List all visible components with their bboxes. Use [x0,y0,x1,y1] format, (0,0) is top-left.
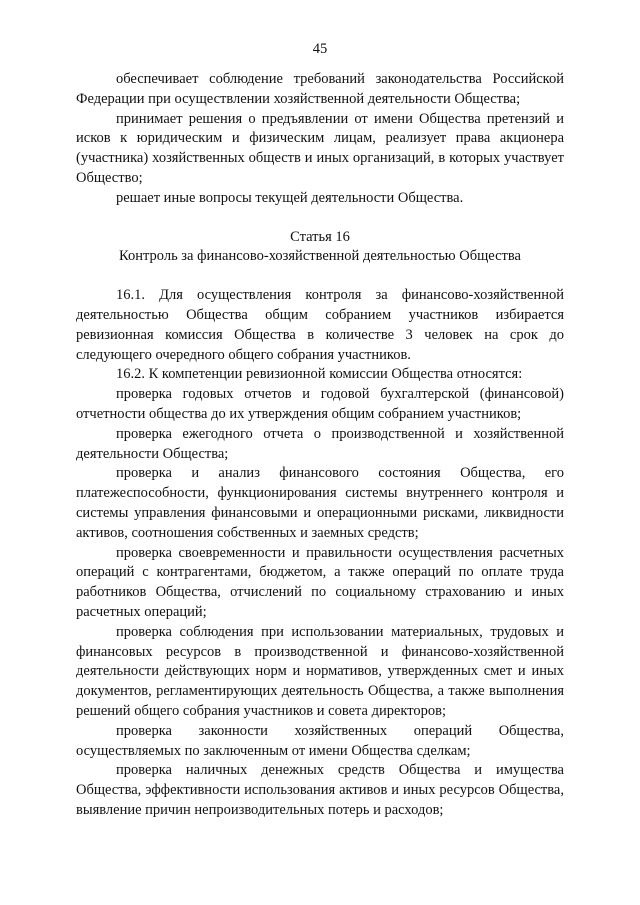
paragraph: проверка ежегодного отчета о производственной и хозяйственной деятельности Общества; [76,425,564,462]
paragraph: проверка наличных денежных средств Общества и имущества Общества, эффективности использования активов и иных ресурсов Общества, выявление причин непроизводительных потерь и расходов; [76,762,564,818]
paragraph: 16.1. Для осуществления контроля за финансово-хозяйственной деятельностью Общества общим собранием участников избирается ревизионная комиссия Общества в количестве 3 человек на срок до следующего очередного общего собрания участников. [76,287,564,363]
paragraph: решает иные вопросы текущей деятельности Общества. [116,189,464,206]
paragraph: проверка годовых отчетов и годовой бухгалтерской (финансовой) отчетности общества до их утверждения общим собранием участников; [76,386,564,422]
paragraph: проверка своевременности и правильности осуществления расчетных операций с контрагентами, бюджетом, а также операций по оплате труда работников Общества, отчислений по социальному страхованию и иных расчетных операций; [76,544,564,620]
article-header [76,228,564,268]
paragraph: проверка и анализ финансового состояния Общества, его платежеспособности, функционирования системы внутреннего контроля и системы управления финансовыми и операционными рисками, ликвидности активов, соотношения собственных и заемных средств; [76,465,564,541]
paragraph: проверка соблюдения при использовании материальных, трудовых и финансовых ресурсов в производственной и финансово-хозяйственной деятельности действующих норм и нормативов, утвержденных смет и иных документов, регламентирующих деятельность Общества, а также выполнения решений общего собрания участников и совета директоров; [76,623,564,719]
paragraph: проверка законности хозяйственных операций Общества, осуществляемых по заключенным от имени Общества сделкам; [76,722,564,759]
article-title: Статья 16 [290,228,350,245]
document-body [76,70,564,821]
paragraph: принимает решения о предъявлении от имени Общества претензий и исков к юридическим и физическим лицам, реализует права акционера (участника) хозяйственных обществ и иных организаций, в которых участвует Общество; [76,110,564,186]
paragraph: 16.2. К компетенции ревизионной комиссии Общества относятся: [116,366,523,383]
paragraph: обеспечивает соблюдение требований законодательства Российской Федерации при осуществлении хозяйственной деятельности Общества; [76,71,564,107]
article-heading: Контроль за финансово-хозяйственной деятельностью Общества [119,248,521,265]
page-number: 45 [312,41,328,57]
